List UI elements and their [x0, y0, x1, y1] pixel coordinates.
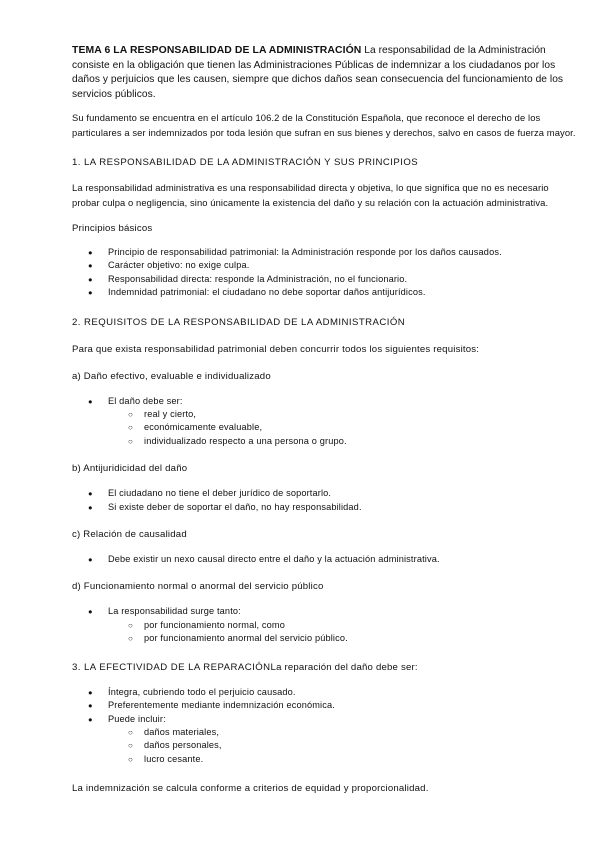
- requirement-d-sublist: [72, 619, 578, 646]
- list-item: ● Puede incluir: ○ daños materiales, ○ daños personales, ○ lucro cesante.: [72, 713, 578, 767]
- sub-list-item: ○ daños materiales,: [72, 726, 578, 739]
- section2-heading: 2. REQUISITOS DE LA RESPONSABILIDAD DE LA ADMINISTRACIÓN: [72, 316, 406, 328]
- section2-intro: Para que exista responsabilidad patrimonial deben concurrir todos los siguientes requisitos:: [72, 343, 480, 355]
- sub-list-item: ○ individualizado respecto a una persona o grupo.: [72, 435, 578, 448]
- principles-list: [72, 246, 578, 300]
- requirement-b-title: b) Antijuridicidad del daño: [72, 463, 188, 475]
- sub-list-item: ○ real y cierto,: [72, 408, 578, 421]
- list-item: ● Indemnidad patrimonial: el ciudadano no debe soportar daños antijurídicos.: [72, 286, 578, 299]
- section3-sublist: [72, 726, 578, 766]
- document-page: [72, 44, 578, 796]
- section3-heading: 3. LA EFECTIVIDAD DE LA REPARACIÓNLa reparación del daño debe ser:: [72, 661, 418, 673]
- section3-list: [72, 686, 578, 766]
- list-item: ● Si existe deber de soportar el daño, no hay responsabilidad.: [72, 501, 578, 514]
- list-item: ● La responsabilidad surge tanto: ○ por funcionamiento normal, como ○ por funcionamiento anormal del servicio público.: [72, 605, 578, 645]
- list-item: ● Íntegra, cubriendo todo el perjuicio causado.: [72, 686, 578, 699]
- list-item: ● El daño debe ser: ○ real y cierto, ○ económicamente evaluable, ○ individualizado respecto a una persona o grupo.: [72, 395, 578, 449]
- intro-paragraph: [72, 44, 578, 102]
- requirement-c-list: [72, 553, 578, 566]
- intro-text: La responsabilidad de la Administración consiste en la obligación que tienen las Administraciones Públicas de indemnizar a los ciudadanos por los daños y perjuicios que les causen, siempre que dichos daños sean consecuencia del funcionamiento de los servicios públicos.: [72, 45, 564, 100]
- sub-list-item: ○ por funcionamiento normal, como: [72, 619, 578, 632]
- fundamento-paragraph: Su fundamento se encuentra en el artículo 106.2 de la Constitución Española, que reconoce el derecho de los particulares a ser indemnizados por toda lesión que sufran en sus bienes y derechos, salvo en casos de fuerza mayor.: [72, 112, 576, 138]
- section1-heading: 1. LA RESPONSABILIDAD DE LA ADMINISTRACIÓN Y SUS PRINCIPIOS: [72, 157, 419, 169]
- list-item: ● Responsabilidad directa: responde la Administración, no el funcionario.: [72, 273, 578, 286]
- sub-list-item: ○ daños personales,: [72, 739, 578, 752]
- list-item: ● Carácter objetivo: no exige culpa.: [72, 259, 578, 272]
- requirement-a-list: [72, 395, 578, 449]
- sub-list-item: ○ por funcionamiento anormal del servicio público.: [72, 632, 578, 645]
- sub-list-item: ○ económicamente evaluable,: [72, 421, 578, 434]
- requirement-a-sublist: [72, 408, 578, 448]
- list-item: ● Preferentemente mediante indemnización económica.: [72, 699, 578, 712]
- requirement-c-title: c) Relación de causalidad: [72, 529, 187, 541]
- list-item: ● El ciudadano no tiene el deber jurídico de soportarlo.: [72, 487, 578, 500]
- requirement-d-title: d) Funcionamiento normal o anormal del servicio público: [72, 581, 324, 593]
- requirement-d-list: [72, 605, 578, 645]
- sub-list-item: ○ lucro cesante.: [72, 753, 578, 766]
- document-title: TEMA 6 LA RESPONSABILIDAD DE LA ADMINISTRACIÓN: [72, 45, 362, 56]
- requirement-b-list: [72, 487, 578, 514]
- principles-subheading: Principios básicos: [72, 223, 153, 234]
- closing-paragraph: La indemnización se calcula conforme a criterios de equidad y proporcionalidad.: [72, 783, 429, 795]
- list-item: ● Principio de responsabilidad patrimonial: la Administración responde por los daños causados.: [72, 246, 578, 259]
- section1-paragraph: La responsabilidad administrativa es una responsabilidad directa y objetiva, lo que significa que no es necesario probar culpa o negligencia, sino únicamente la existencia del daño y su relación con la actuación administrativa.: [72, 182, 549, 208]
- section3-heading-tail: La reparación del daño debe ser:: [270, 661, 418, 673]
- list-item: ● Debe existir un nexo causal directo entre el daño y la actuación administrativa.: [72, 553, 578, 566]
- requirement-a-title: a) Daño efectivo, evaluable e individualizado: [72, 370, 271, 382]
